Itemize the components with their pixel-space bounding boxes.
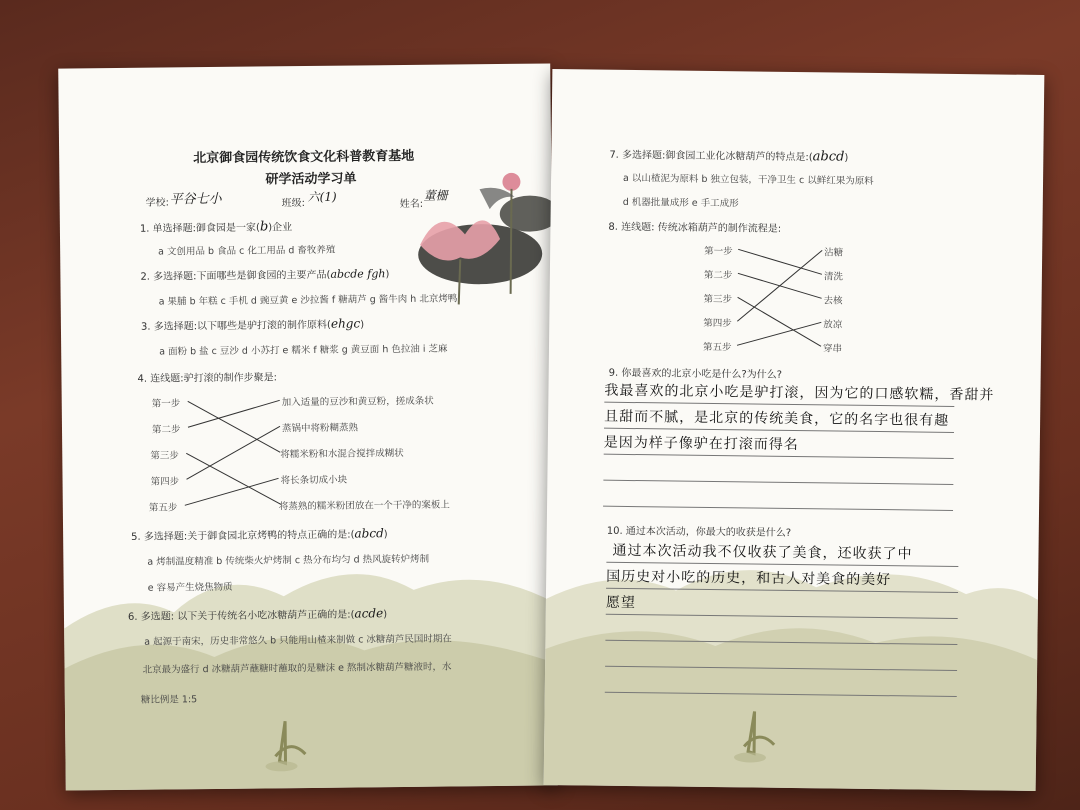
- question-9: 9. 你最喜欢的北京小吃是什么?为什么?: [608, 367, 783, 381]
- q8-step-4: 第四步: [703, 317, 732, 330]
- question-6-line-1: a 起源于南宋，历史非常悠久 b 只能用山楂来制做 c 冰糖葫芦民国时期在: [144, 633, 452, 648]
- q8-item-1: 沾糖: [824, 247, 844, 259]
- question-5: 5. 多选择题:关于御食园北京烤鸭的特点正确的是:(abcd): [131, 526, 388, 543]
- worksheet-left-page: [58, 63, 558, 790]
- answer-10-line-3: 愿望: [605, 594, 636, 612]
- q4-step-3: 第三步: [150, 450, 179, 462]
- q4-item-3: 将糯米粉和水混合搅拌成糊状: [280, 447, 404, 461]
- q8-item-2: 清洗: [823, 271, 843, 283]
- worksheet-right-page: [544, 69, 1045, 791]
- q8-step-1: 第一步: [704, 245, 733, 258]
- q4-step-4: 第四步: [150, 476, 180, 488]
- worksheet-title: 北京御食园传统饮食文化科普教育基地: [193, 148, 415, 167]
- answer-3: ehgc: [330, 316, 361, 331]
- answer-1: b: [259, 219, 269, 235]
- answer-5: abcd: [354, 526, 384, 541]
- q4-item-1: 加入适量的豆沙和黄豆粉，搓成条状: [281, 395, 434, 409]
- class-value: 六(1): [307, 189, 337, 204]
- question-7: 7. 多选择题:御食园工业化冰糖葫芦的特点是:(abcd): [609, 149, 849, 165]
- class-label: 班级:: [281, 198, 306, 210]
- question-7-options-1: a 以山楂泥为原料 b 独立包装，干净卫生 c 以鲜红果为原料: [622, 172, 874, 187]
- question-1-options: a 文创用品 b 食品 c 化工用品 d 畜牧养殖: [158, 244, 336, 258]
- q4-step-2: 第二步: [151, 424, 181, 436]
- q8-item-3: 去核: [823, 295, 843, 307]
- q8-step-5: 第五步: [702, 341, 732, 354]
- q4-item-5: 将蒸熟的糯米粉团放在一个干净的案板上: [278, 499, 450, 513]
- worksheet-subtitle: 研学活动学习单: [265, 171, 357, 188]
- school-value: 平谷七小: [169, 191, 222, 208]
- q8-item-4: 放凉: [823, 319, 843, 331]
- answer-7: abcd: [812, 149, 845, 165]
- answer-2: abcde fgh: [330, 267, 386, 281]
- q8-step-3: 第三步: [703, 293, 733, 306]
- answer-6: acde: [354, 606, 384, 621]
- answer-9-line-1: 我最喜欢的北京小吃是驴打滚，因为它的口感软糯，香甜并: [604, 382, 995, 404]
- q4-step-5: 第五步: [148, 502, 178, 514]
- question-10: 10. 通过本次活动，你最大的收获是什么?: [606, 525, 792, 539]
- name-value: 董栅: [423, 188, 448, 203]
- q4-step-1: 第一步: [151, 398, 181, 410]
- question-6-line-2: 北京最为盛行 d 冰糖葫芦蘸糖时蘸取的是糖沫 e 熬制冰糖葫芦糖液时，水: [142, 661, 452, 676]
- question-6-line-3: 糖比例是 1:5: [140, 694, 198, 706]
- question-2-options: a 果脯 b 年糕 c 手机 d 豌豆黄 e 沙拉酱 f 糖葫芦 g 酱牛肉 h 北京烤鸭: [158, 293, 458, 308]
- q4-connection-lines: [58, 63, 558, 790]
- question-7-options-2: d 机器批量成形 e 手工成形: [622, 196, 739, 210]
- school-label: 学校:: [145, 197, 170, 209]
- question-5-options-2: e 容易产生烧焦物质: [147, 581, 233, 594]
- question-4: 4. 连线题:驴打滚的制作步聚是:: [137, 372, 278, 385]
- question-2: 2. 多选择题:下面哪些是御食园的主要产品(abcde fgh): [140, 267, 390, 283]
- q8-step-2: 第二步: [703, 269, 733, 282]
- question-1: 1. 单选择题:御食园是一家(b)企业: [139, 219, 293, 235]
- question-8: 8. 连线题: 传统冰箱葫芦的制作流程是:: [608, 221, 782, 235]
- question-6: 6. 多选题: 以下关于传统名小吃冰糖葫芦正确的是:(acde): [127, 606, 388, 623]
- q4-item-4: 将长条切成小块: [280, 474, 348, 487]
- answer-9-line-3: 是因为样子像驴在打滚而得名: [603, 434, 799, 454]
- answer-9-line-2: 且甜而不腻，是北京的传统美食，它的名字也很有趣: [604, 408, 950, 429]
- q4-item-2: 蒸锅中将粉糊蒸熟: [281, 422, 359, 435]
- q8-item-5: 穿串: [822, 343, 843, 355]
- name-label: 姓名:: [399, 198, 424, 211]
- answer-10-line-2: 国历史对小吃的历史，和古人对美食的美好: [606, 568, 892, 589]
- answer-10-line-1: 通过本次活动我不仅收获了美食，还收获了中: [612, 542, 913, 563]
- question-5-options-1: a 烤制温度精准 b 传统柴火炉烤制 c 热分布均匀 d 热风旋转炉烤制: [147, 553, 430, 568]
- question-3: 3. 多选择题:以下哪些是驴打滚的制作原料(ehgc): [140, 316, 365, 333]
- question-3-options: a 面粉 b 盐 c 豆沙 d 小苏打 e 糯米 f 糖浆 g 黄豆面 h 色拉油 i 芝麻: [159, 343, 448, 358]
